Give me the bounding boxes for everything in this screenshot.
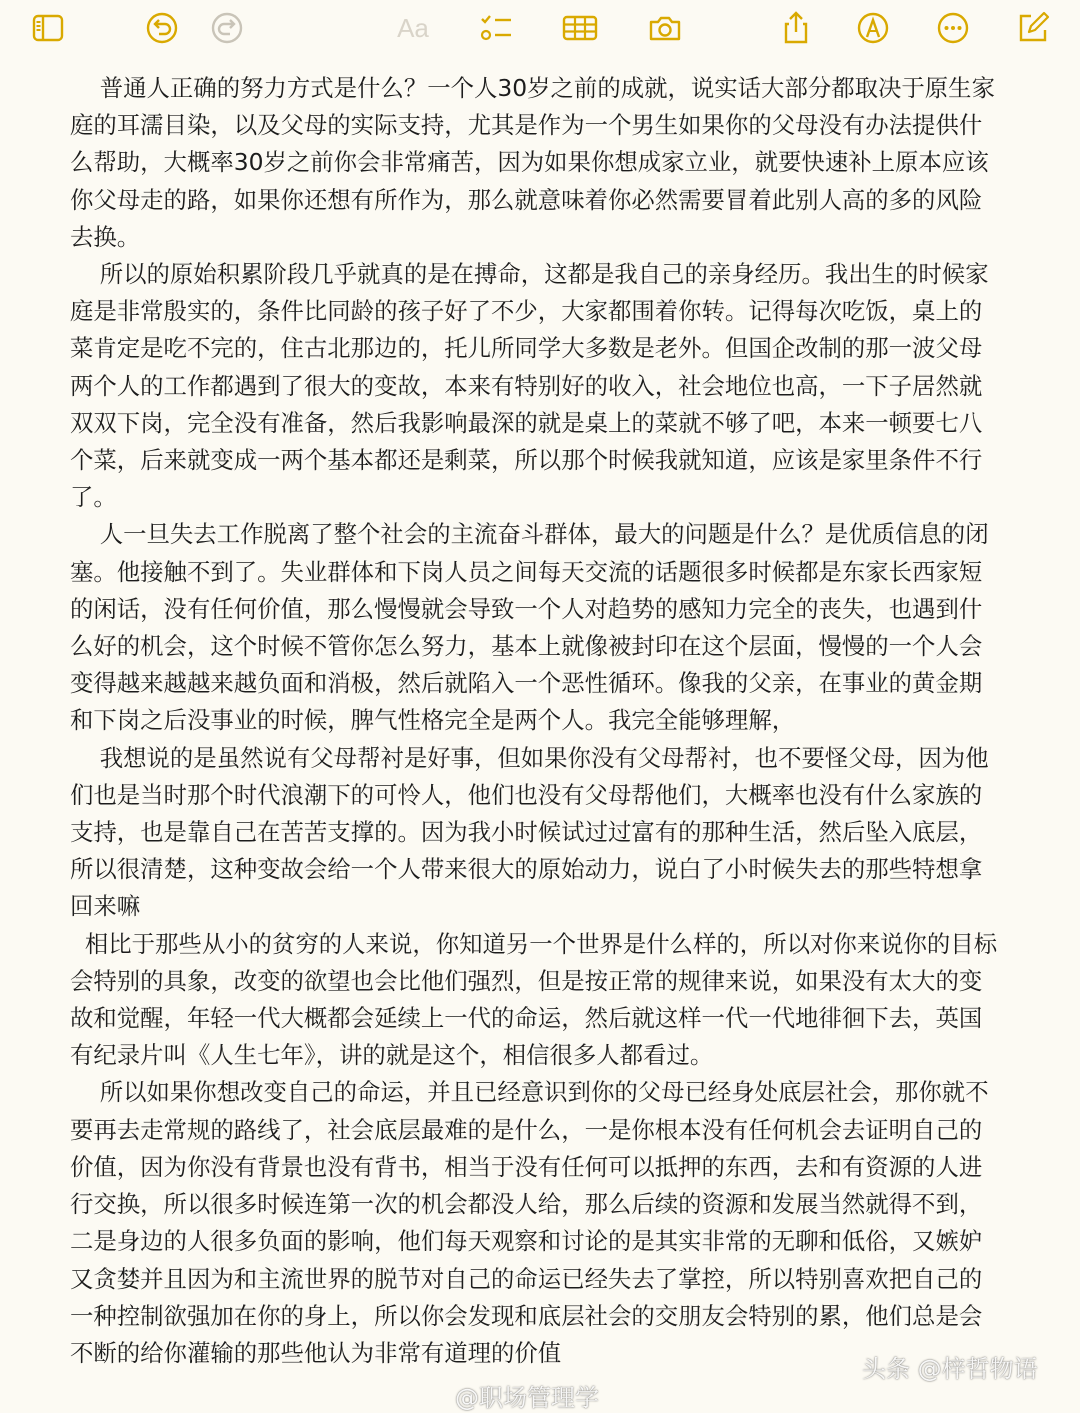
note-paragraph: 所以的原始积累阶段几乎就真的是在搏命，这都是我自己的亲身经历。我出生的时候家庭是非常殷实的，条件比同龄的孩子好了不少，大家都围着你转。记得每次吃饭，桌上的菜肯定是吃不完的，住古北那边的，托儿所同学大多数是老外。但国企改制的那一波父母两个人的工作都遇到了很大的变故，本来有特别好的收入，社会地位也高，一下子居然就双双下岗，完全没有准备，然后我影响最深的就是桌上的菜就不够了吧，本来一顿要七八个菜，后来就变成一两个基本都还是剩菜，所以那个时候我就知道，应该是家里条件不行了。: [70, 260, 989, 512]
share-icon[interactable]: [776, 8, 816, 48]
undo-icon[interactable]: [142, 8, 182, 48]
weibo-watermark: @职场管理学: [455, 1384, 599, 1412]
note-paragraph: 我想说的是虽然说有父母帮衬是好事，但如果你没有父母帮衬，也不要怪父母，因为他们也是当时那个时代浪潮下的可怜人，他们也没有父母帮他们，大概率也没有什么家族的支持，也是靠自己在苦苦支撑的。因为我小时候试过过富有的那种生活，然后坠入底层，所以很清楚，这种变故会给一个人带来很大的原始动力，说白了小时候失去的那些特想拿回来嘛: [70, 743, 989, 921]
notes-toolbar: [0, 0, 1080, 58]
checklist-icon[interactable]: [476, 8, 516, 48]
note-paragraph: 人一旦失去工作脱离了整个社会的主流奋斗群体，最大的问题是什么？是优质信息的闭塞。他接触不到了。失业群体和下岗人员之间每天交流的话题很多时候都是东家长西家短的闲话，没有任何价值，那么慢慢就会导致一个人对趋势的感知力完全的丧失，也遇到什么好的机会，这个时候不管你怎么努力，基本上就像被封印在这个层面，慢慢的一个人会变得越来越越来越负面和消极，然后就陷入一个恶性循环。像我的父亲，在事业的黄金期和下岗之后没事业的时候，脾气性格完全是两个人。我完全能够理解，: [70, 520, 989, 735]
table-icon[interactable]: [560, 8, 600, 48]
more-icon[interactable]: [933, 8, 973, 48]
note-paragraph: 所以如果你想改变自己的命运，并且已经意识到你的父母已经身处底层社会，那你就不要再去走常规的路线了，社会底层最难的是什么，一是你根本没有任何机会去证明自己的价值，因为你没有背景也没有背书，相当于没有任何可以抵押的东西，去和有资源的人进行交换，所以很多时候连第一次的机会都没人给，那么后续的资源和发展当然就得不到，二是身边的人很多负面的影响，他们每天观察和讨论的是其实非常的无聊和低俗，又嫉妒又贪婪并且因为和主流世界的脱节对自己的命运已经失去了掌控，所以特别喜欢把自己的一种控制欲强加在你的身上，所以你会发现和底层社会的交朋友会特别的累，他们总是会不断的给你灌输的那些他认为非常有道理的价值: [70, 1078, 989, 1367]
format-icon[interactable]: Aa: [397, 12, 429, 43]
camera-icon[interactable]: [645, 8, 685, 48]
note-paragraph: 相比于那些从小的贫穷的人来说，你知道另一个世界是什么样的，所以对你来说你的目标会特别的具象，改变的欲望也会比他们强烈，但是按正常的规律来说，如果没有太大的变故和觉醒，年轻一代大概都会延续上一代的命运，然后就这样一代一代地徘徊下去，英国有纪录片叫《人生七年》，讲的就是这个，相信很多人都看过。: [70, 929, 998, 1070]
note-body[interactable]: [70, 70, 1004, 1372]
markup-icon[interactable]: [853, 8, 893, 48]
note-paragraph: 普通人正确的努力方式是什么？一个人30岁之前的成就，说实话大部分都取决于原生家庭的耳濡目染，以及父母的实际支持，尤其是作为一个男生如果你的父母没有办法提供什么帮助，大概率30岁之前你会非常痛苦，因为如果你想成家立业，就要快速补上原本应该你父母走的路，如果你还想有所作为，那么就意味着你必然需要冒着此别人高的多的风险去换。: [70, 74, 995, 251]
sidebar-icon[interactable]: [28, 8, 68, 48]
redo-icon[interactable]: [207, 8, 247, 48]
compose-icon[interactable]: [1013, 8, 1053, 48]
toutiao-watermark: 头条 @梓哲物语: [862, 1355, 1038, 1383]
